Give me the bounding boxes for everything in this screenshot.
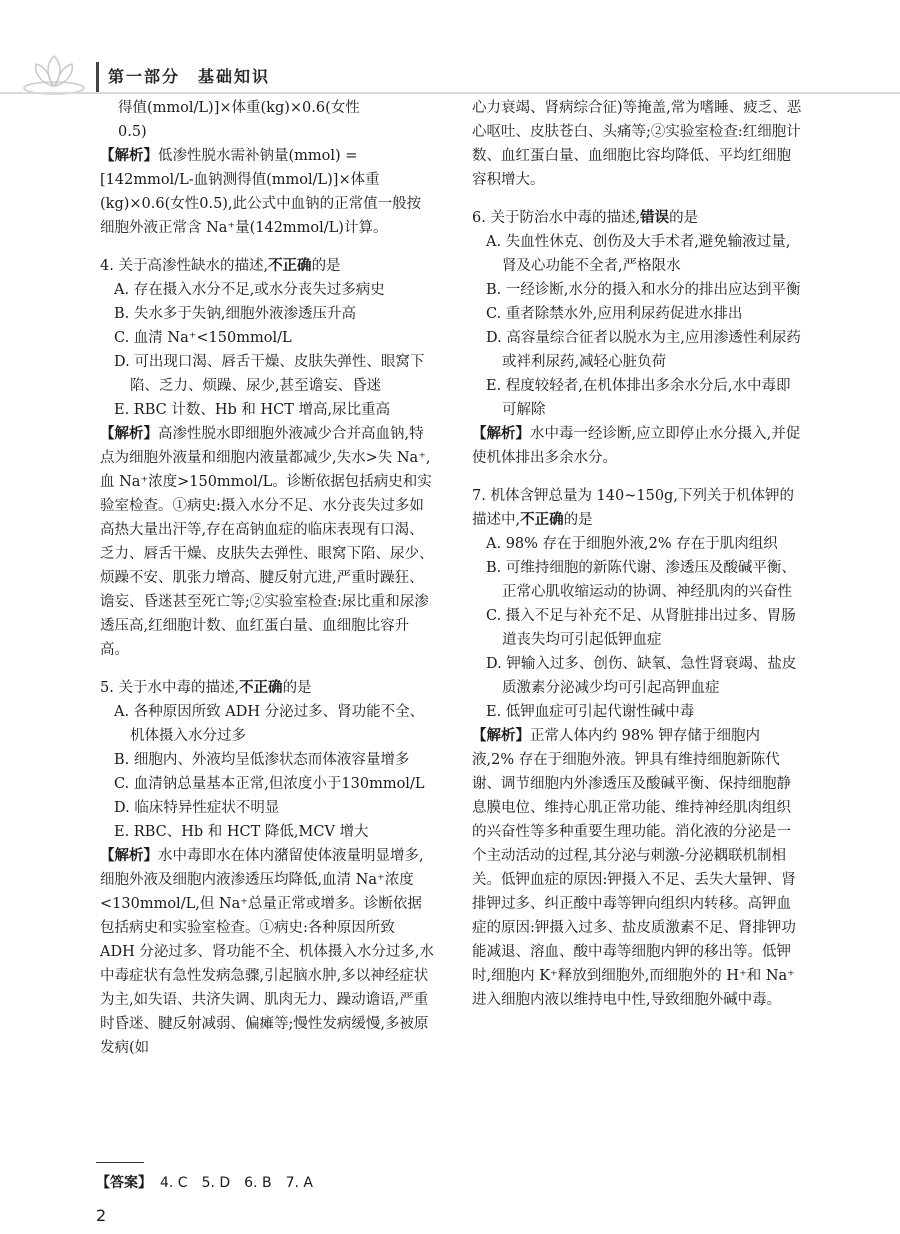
stem-text: 6. 关于防治水中毒的描述, — [472, 210, 641, 226]
footnote-separator — [96, 1162, 144, 1163]
question-stem — [100, 676, 434, 700]
option-a: A. 各种原因所致 ADH 分泌过多、肾功能不全、机体摄入水分过多 — [114, 704, 425, 744]
right-column — [472, 96, 802, 1012]
stem-keyword: 不正确 — [520, 511, 564, 528]
option-b: B. 细胞内、外液均呈低渗状态而体液容量增多 — [114, 752, 410, 768]
question-6 — [472, 206, 802, 470]
stem-keyword: 不正确 — [239, 679, 283, 696]
option-a: A. 失血性休克、创伤及大手术者,避免输液过量,肾及心功能不全者,严格限水 — [486, 234, 791, 274]
question-stem — [472, 206, 802, 230]
left-column — [100, 96, 434, 1060]
stem-text-end: 的是 — [311, 258, 341, 274]
explanation — [100, 144, 434, 240]
option-c: C. 重者除禁水外,应用利尿药促进水排出 — [486, 306, 743, 322]
explanation — [472, 724, 802, 1012]
header-divider — [0, 92, 900, 94]
option-d: D. 可出现口渴、唇舌干燥、皮肤失弹性、眼窝下陷、乏力、烦躁、尿少,甚至谵妄、昏迷 — [114, 354, 425, 394]
question-7 — [472, 484, 802, 1012]
section-title: 第一部分 基础知识 — [108, 67, 271, 86]
option-b: B. 可维持细胞的新陈代谢、渗透压及酸碱平衡、正常心肌收缩运动的协调、神经肌肉的兴奋性 — [486, 560, 796, 600]
stem-text-end: 的是 — [669, 210, 699, 226]
lotus-logo-icon — [18, 48, 90, 98]
stem-keyword: 错误 — [640, 209, 670, 226]
explanation — [472, 422, 802, 470]
option-e: E. 程度较轻者,在机体排出多余水分后,水中毒即可解除 — [486, 378, 791, 418]
explanation-text: 低渗性脱水需补钠量(mmol) = [142mmol/L-血钠测得值(mmol/L)]×体重(kg)×0.6(女性0.5),此公式中血钠的正常值一般按细胞外液正常含 Na⁺量(142mmol/L)计算。 — [100, 148, 422, 236]
option-d: D. 钾输入过多、创伤、缺氧、急性肾衰竭、盐皮质激素分泌减少均可引起高钾血症 — [486, 656, 797, 696]
page-number: 2 — [96, 1206, 107, 1225]
explanation-text: 水中毒即水在体内潴留使体液量明显增多,细胞外液及细胞内液渗透压均降低,血清 Na⁺浓度<130mmol/L,但 Na⁺总量正常或增多。诊断依据包括病史和实验室检查。①病史:各种原因所致 ADH 分泌过多、肾功能不全、机体摄入水分过多,水中毒症状有急性发病急骤,引起脑水肿,多以神经症状为主,如失语、共济失调、肌肉无力、躁动谵语,严重时昏迷、腱反射减弱、偏瘫等;慢性发病缓慢,多被原发病(如 — [100, 848, 434, 1056]
option-a: A. 存在摄入水分不足,或水分丧失过多病史 — [114, 282, 385, 298]
explanation — [100, 844, 434, 1060]
question-stem — [100, 254, 434, 278]
answer-key-tag: 【答案】 — [96, 1175, 152, 1191]
option-e: E. RBC 计数、Hb 和 HCT 增高,尿比重高 — [114, 402, 391, 418]
question-4 — [100, 254, 434, 662]
option-b: B. 一经诊断,水分的摄入和水分的排出应达到平衡 — [486, 282, 801, 298]
explanation-text: 正常人体内约 98% 钾存储于细胞内液,2% 存在于细胞外液。钾具有维持细胞新陈代谢、调节细胞内外渗透压及酸碱平衡、保持细胞静息膜电位、维持心肌正常功能、维持神经肌肉组织的兴奋性等多种重要生理功能。消化液的分泌是一个主动活动的过程,其分泌与刺激-分泌耦联机制相关。低钾血症的原因:钾摄入不足、丢失大量钾、肾排钾过多、纠正酸中毒等钾向组织内转移。高钾血症的原因:钾摄入过多、盐皮质激素不足、肾排钾功能减退、溶血、酸中毒等细胞内钾的移出等。低钾时,细胞内 K⁺释放到细胞外,而细胞外的 H⁺和 Na⁺进入细胞内液以维持电中性,导致细胞外碱中毒。 — [472, 728, 796, 1008]
explanation-continued: 心力衰竭、肾病综合征)等掩盖,常为嗜睡、疲乏、恶心呕吐、皮肤苍白、头痛等;②实验室检查:红细胞计数、血红蛋白量、血细胞比容均降低、平均红细胞容积增大。 — [472, 100, 802, 188]
question-stem — [472, 484, 802, 532]
answer-key-text: 4. C 5. D 6. B 7. A — [160, 1175, 313, 1191]
stem-text: 7. 机体含钾总量为 140~150g,下列关于机体钾的描述中, — [472, 488, 794, 528]
option-b: B. 失水多于失钠,细胞外液渗透压升高 — [114, 306, 356, 322]
option-c: C. 血清钠总量基本正常,但浓度小于130mmol/L — [114, 776, 425, 792]
explanation-tag: 【解析】 — [472, 727, 530, 744]
stem-text: 4. 关于高渗性缺水的描述, — [100, 258, 269, 274]
stem-text-end: 的是 — [282, 680, 312, 696]
header-accent-bar — [96, 62, 99, 92]
option-e: E. RBC、Hb 和 HCT 降低,MCV 增大 — [114, 824, 369, 840]
explanation-text: 高渗性脱水即细胞外液减少合并高血钠,特点为细胞外液量和细胞内液量都减少,失水>失 Na⁺,血 Na⁺浓度>150mmol/L。诊断依据包括病史和实验室检查。①病史:摄入水分不足、水分丧失过多如高热大量出汗等,存在高钠血症的临床表现有口渴、乏力、唇舌干燥、皮肤失去弹性、眼窝下陷、尿少、烦躁不安、肌张力增高、腱反射亢进,严重时躁狂、谵妄、昏迷甚至死亡等;②实验室检查:尿比重和尿渗透压高,红细胞计数、血红蛋白量、血细胞比容升高。 — [100, 426, 434, 658]
stem-keyword: 不正确 — [268, 257, 312, 274]
explanation-text: 水中毒一经诊断,应立即停止水分摄入,并促使机体排出多余水分。 — [472, 426, 801, 466]
option-d: D. 临床特异性症状不明显 — [114, 800, 280, 816]
formula-line-2: 0.5) — [118, 124, 147, 140]
explanation — [100, 422, 434, 662]
explanation-tag: 【解析】 — [100, 425, 158, 442]
question-3-tail — [100, 96, 434, 240]
formula-line-1: 得值(mmol/L)]×体重(kg)×0.6(女性 — [118, 100, 360, 116]
option-a: A. 98% 存在于细胞外液,2% 存在于肌肉组织 — [486, 536, 778, 552]
option-d: D. 高容量综合征者以脱水为主,应用渗透性利尿药或袢利尿药,减轻心脏负荷 — [486, 330, 801, 370]
stem-text: 5. 关于水中毒的描述, — [100, 680, 240, 696]
option-c: C. 血清 Na⁺<150mmol/L — [114, 330, 292, 346]
page-header — [0, 40, 900, 100]
option-c: C. 摄入不足与补充不足、从肾脏排出过多、胃肠道丧失均可引起低钾血症 — [486, 608, 796, 648]
stem-text-end: 的是 — [563, 512, 593, 528]
question-5 — [100, 676, 434, 1060]
question-5-continued — [472, 96, 802, 192]
explanation-tag: 【解析】 — [472, 425, 530, 442]
option-e: E. 低钾血症可引起代谢性碱中毒 — [486, 704, 695, 720]
explanation-tag: 【解析】 — [100, 147, 158, 164]
answer-key — [96, 1172, 313, 1192]
explanation-tag: 【解析】 — [100, 847, 158, 864]
